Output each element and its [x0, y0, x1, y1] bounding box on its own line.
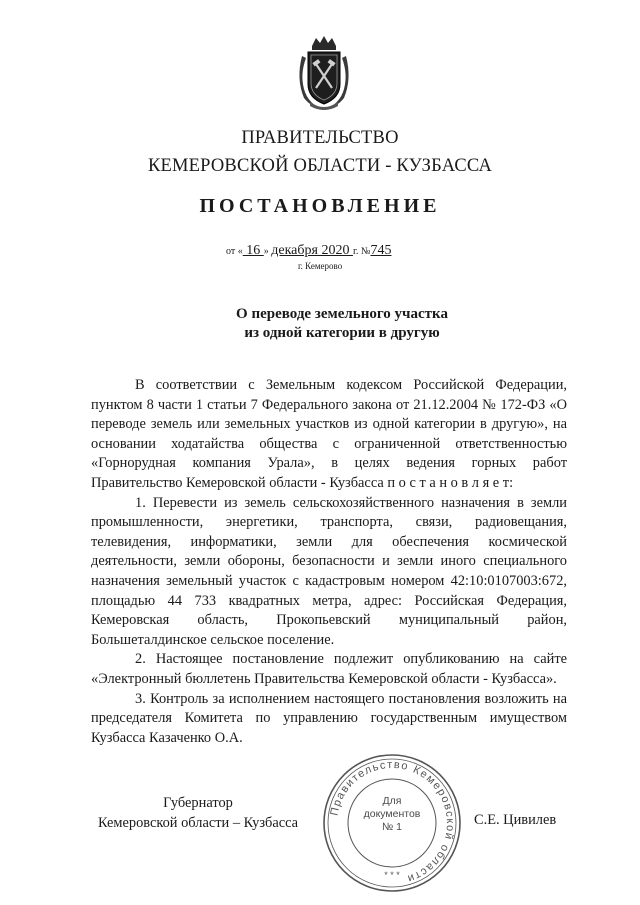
signatory-position — [91, 793, 305, 833]
stamp-ring-text: Правительство Кемеровской области — [328, 758, 457, 885]
date-suffix: г. № — [352, 246, 371, 257]
issue-city: г. Кемерово — [298, 261, 343, 271]
item-1-paragraph: 1. Перевести из земель сельскохозяйственного назначения в земли промышленности, энергетики, транспорта, связи, радиовещания, телевидения, информатики, земли для обеспечения космической деятельности, земли обороны, безопасности и земли иного специального назначения земельный участок с кадастровым номером 42:10:0107003:672, площадью 44 733 квадратных метра, адрес: Российская Федерация, Кемеровская область, Прокопьевский муниципальный район, Большеталдинское сельское поселение. — [91, 494, 567, 648]
subject-line-1: О переводе земельного участка — [236, 306, 448, 322]
coat-of-arms-icon — [294, 34, 354, 114]
intro-paragraph — [91, 376, 567, 494]
document-type: ПОСТАНОВЛЕНИЕ — [199, 195, 441, 217]
stamp-inner-line-2: документов — [363, 808, 421, 820]
date-prefix: от « — [226, 246, 243, 257]
date-mid: » — [263, 246, 272, 257]
decree-word: п о с т а н о в л я е т: — [387, 474, 514, 491]
date-day: 16 — [242, 243, 264, 258]
region-title: КЕМЕРОВСКОЙ ОБЛАСТИ - КУЗБАССА — [147, 156, 493, 176]
date-line — [226, 243, 391, 259]
subject-line-2: из одной категории в другую — [244, 325, 440, 341]
signatory-position-line-2: Кемеровской области – Кузбасса — [97, 815, 299, 831]
document-body — [91, 376, 567, 748]
date-month-year: декабря 2020 — [271, 243, 353, 258]
government-title: ПРАВИТЕЛЬСТВО — [241, 128, 399, 148]
signatory-name: С.Е. Цивилев — [474, 812, 557, 828]
stamp-inner-text — [349, 795, 435, 834]
stamp-inner-line-1: Для — [382, 795, 402, 807]
stamp-inner-line-3: № 1 — [381, 821, 403, 833]
intro-text: В соответствии с Земельным кодексом Российской Федерации, пунктом 8 части 1 статьи 7 Федерального закона от 21.12.2004 № 172-ФЗ «О переводе земель или земельных участков из одной категории в другую», на основании ходатайства общества с ограниченной ответственностью «Горнорудная компания Урала», в целях ведения горных работ Правительство Кемеровской области - Кузбасса — [91, 377, 567, 491]
signatory-position-line-1: Губернатор — [163, 795, 233, 811]
item-2-paragraph: 2. Настоящее постановление подлежит опубликованию на сайте «Электронный бюллетень Правительства Кемеровской области - Кузбасса». — [91, 651, 567, 687]
stamp-stars: * * * — [384, 870, 400, 880]
document-number: 745 — [370, 243, 392, 258]
item-3-paragraph: 3. Контроль за исполнением настоящего постановления возложить на председателя Комитета по управлению государственным имуществом Кузбасса Казаченко О.А. — [91, 690, 567, 746]
